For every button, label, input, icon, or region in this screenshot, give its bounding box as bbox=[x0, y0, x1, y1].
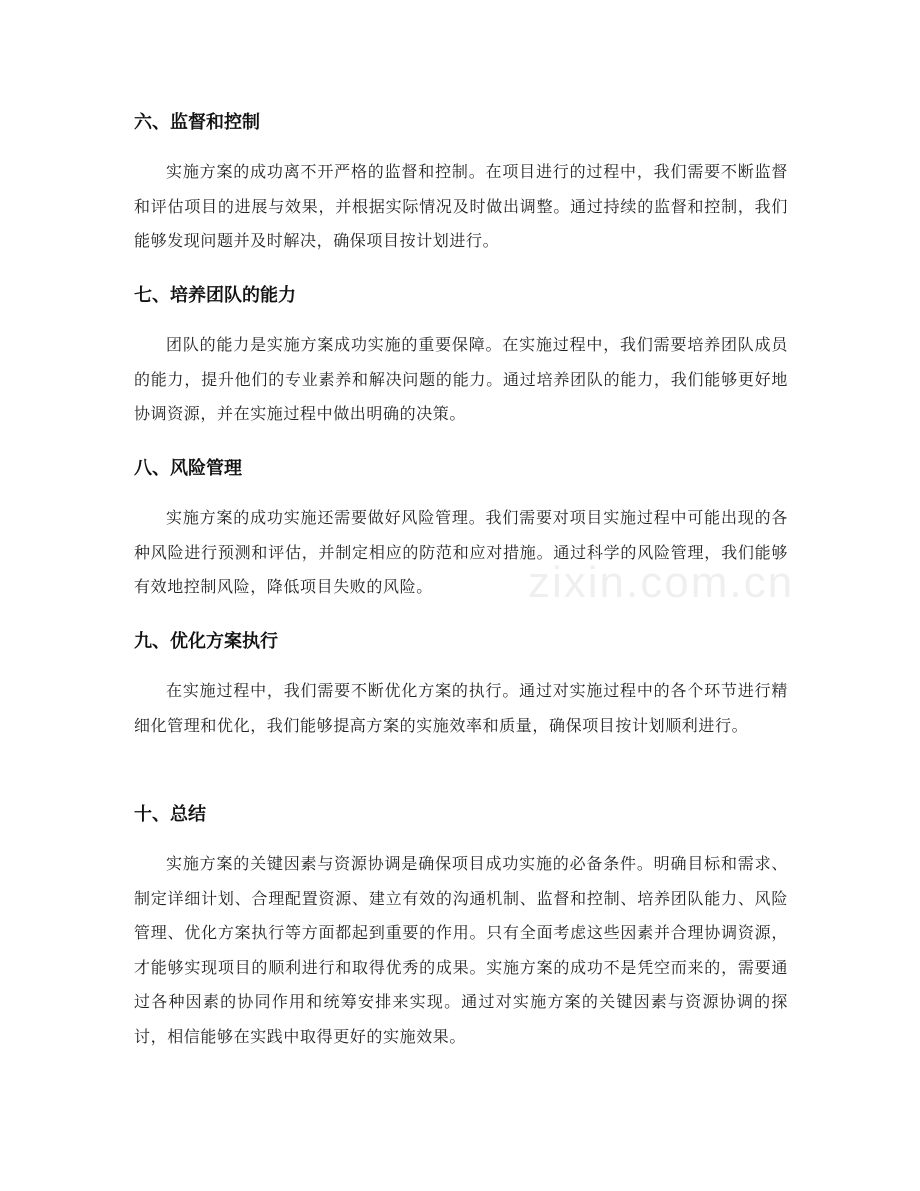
section-heading: 六、监督和控制 bbox=[134, 112, 260, 133]
section-heading: 十、总结 bbox=[134, 804, 206, 825]
section-heading: 九、优化方案执行 bbox=[134, 631, 278, 652]
section-body: 实施方案的成功实施还需要做好风险管理。我们需要对项目实施过程中可能出现的各种风险进行预测和评估，并制定相应的防范和应对措施。通过科学的风险管理，我们能够有效地控制风险，降低项目失败的风险。 bbox=[134, 508, 788, 596]
section-body: 在实施过程中，我们需要不断优化方案的执行。通过对实施过程中的各个环节进行精细化管理和优化，我们能够提高方案的实施效率和质量，确保项目按计划顺利进行。 bbox=[134, 681, 788, 735]
watermark: zixin.com.cn bbox=[528, 558, 795, 607]
section-heading: 七、培养团队的能力 bbox=[134, 285, 296, 306]
section-body: 实施方案的关键因素与资源协调是确保项目成功实施的必备条件。明确目标和需求、制定详细计划、合理配置资源、建立有效的沟通机制、监督和控制、培养团队能力、风险管理、优化方案执行等方面都起到重要的作用。只有全面考虑这些因素并合理协调资源，才能够实现项目的顺利进行和取得优秀的成果。实施方案的成功不是凭空而来的，需要通过各种因素的协同作用和统筹安排来实现。通过对实施方案的关键因素与资源协调的探讨，相信能够在实践中取得更好的实施效果。 bbox=[134, 854, 788, 1046]
section-heading: 八、风险管理 bbox=[134, 458, 242, 479]
section-body: 团队的能力是实施方案成功实施的重要保障。在实施过程中，我们需要培养团队成员的能力，提升他们的专业素养和解决问题的能力。通过培养团队的能力，我们能够更好地协调资源，并在实施过程中做出明确的决策。 bbox=[134, 335, 788, 423]
section-body: 实施方案的成功离不开严格的监督和控制。在项目进行的过程中，我们需要不断监督和评估项目的进展与效果，并根据实际情况及时做出调整。通过持续的监督和控制，我们能够发现问题并及时解决，确保项目按计划进行。 bbox=[134, 162, 788, 250]
